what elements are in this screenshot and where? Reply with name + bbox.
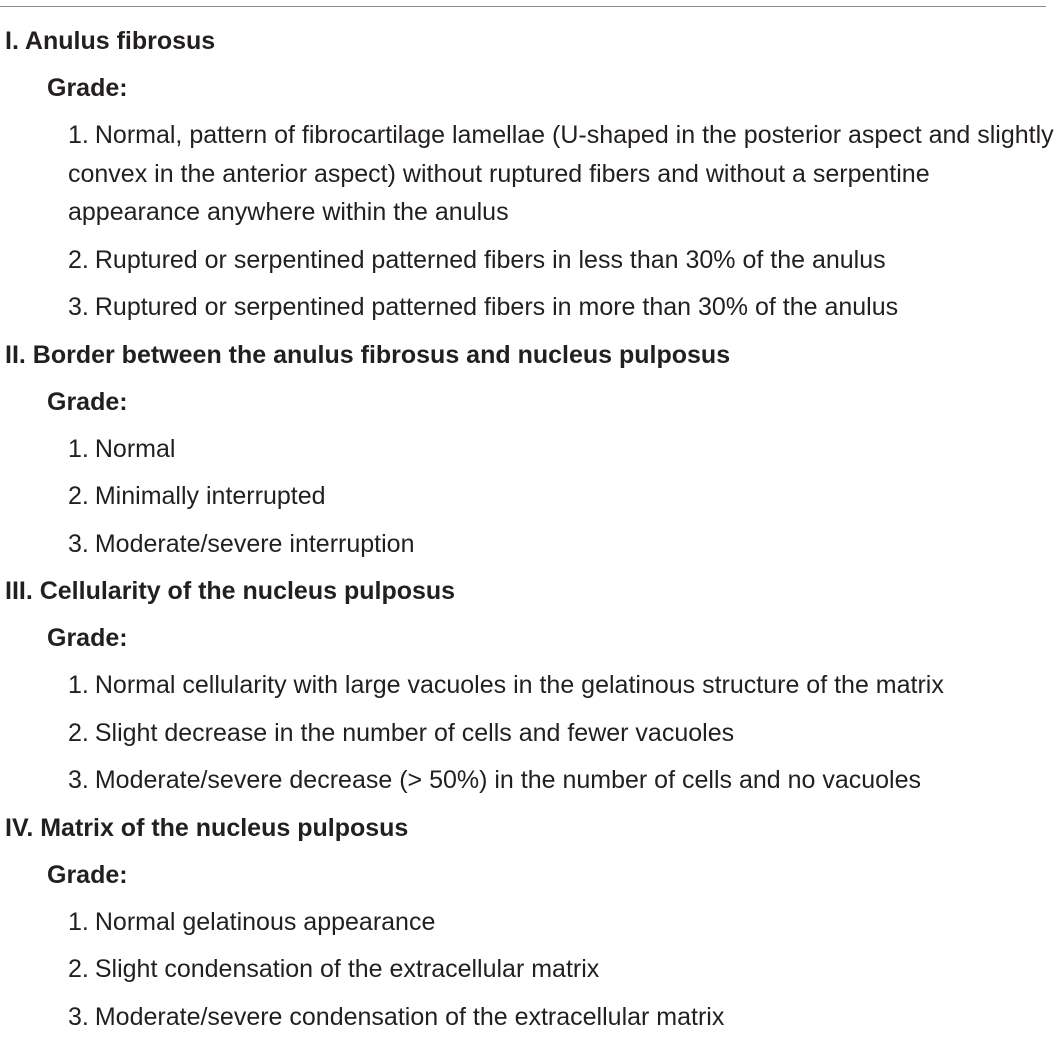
- section-border: [0, 336, 1056, 564]
- grade-description: Ruptured or serpentined patterned fibers in more than 30% of the anulus: [94, 293, 899, 321]
- grade-item: [0, 950, 1056, 989]
- section-title: I. Anulus fibrosus: [5, 27, 216, 55]
- grade-description: Moderate/severe decrease (> 50%) in the number of cells and no vacuoles: [94, 766, 922, 794]
- grade-description: Moderate/severe condensation of the extracellular matrix: [94, 1002, 725, 1031]
- grade-number: 1.: [68, 907, 89, 936]
- top-divider: [0, 6, 1046, 7]
- grade-description: Normal cellularity with large vacuoles in the gelatinous structure of the matrix: [94, 671, 944, 699]
- section-matrix: [0, 809, 1056, 1037]
- grade-description: Ruptured or serpentined patterned fibers in less than 30% of the anulus: [94, 245, 886, 274]
- grade-description: Minimally interrupted: [94, 482, 326, 510]
- grade-item: [0, 714, 1056, 753]
- grade-number: 3.: [68, 529, 89, 558]
- grade-description: Normal: [94, 434, 176, 463]
- grade-item: [0, 477, 1056, 516]
- grade-item: [0, 998, 1056, 1037]
- grade-description: Normal gelatinous appearance: [94, 907, 436, 936]
- grade-description: Moderate/severe interruption: [94, 529, 415, 558]
- grade-item: [0, 525, 1056, 564]
- section-title: II. Border between the anulus fibrosus and nucleus pulposus: [5, 340, 731, 369]
- grade-number: 1.: [68, 671, 89, 699]
- section-cellularity: [0, 572, 1056, 800]
- grade-description: Normal, pattern of fibrocartilage lamellae (U-shaped in the posterior aspect and slightly convex in the anterior aspect) without ruptured fibers and without a serpentine appearance anywhere within the anulus: [68, 121, 1054, 226]
- grade-item: [0, 761, 1056, 800]
- grade-number: 1.: [68, 121, 89, 149]
- grading-table: [0, 22, 1056, 1045]
- grade-label: Grade:: [47, 74, 128, 102]
- grade-item: [0, 666, 1056, 705]
- section-anulus-fibrosus: [0, 22, 1056, 327]
- grade-number: 3.: [68, 1002, 89, 1031]
- grade-item: [0, 430, 1056, 469]
- grade-item: [0, 241, 1056, 280]
- section-title: IV. Matrix of the nucleus pulposus: [5, 813, 409, 842]
- grade-number: 2.: [68, 482, 89, 510]
- grade-item: [0, 288, 1056, 327]
- grade-description: Slight decrease in the number of cells and fewer vacuoles: [94, 718, 735, 747]
- grade-label: Grade:: [47, 624, 128, 652]
- grade-number: 2.: [68, 245, 89, 274]
- grade-number: 2.: [68, 718, 89, 747]
- grade-label: Grade:: [47, 387, 128, 416]
- grade-number: 1.: [68, 434, 89, 463]
- grade-number: 3.: [68, 766, 89, 794]
- grade-number: 2.: [68, 955, 89, 983]
- grade-item: [0, 116, 1056, 232]
- grade-label: Grade:: [47, 860, 128, 889]
- section-title: III. Cellularity of the nucleus pulposus: [5, 577, 456, 605]
- grade-description: Slight condensation of the extracellular matrix: [94, 955, 600, 983]
- grade-item: [0, 903, 1056, 942]
- grade-number: 3.: [68, 293, 89, 321]
